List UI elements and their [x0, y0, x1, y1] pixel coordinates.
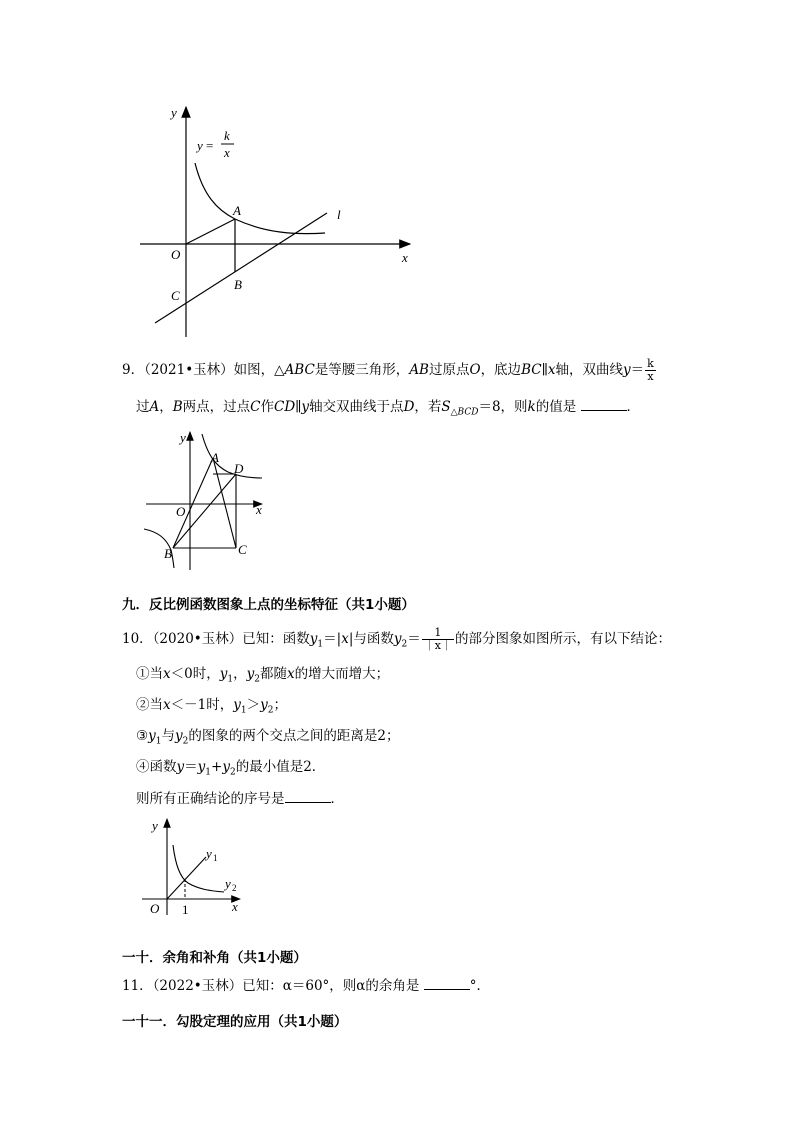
- math: x: [341, 631, 349, 647]
- subscript: 2: [254, 674, 260, 685]
- text: ＞: [246, 697, 261, 713]
- math: O: [469, 362, 481, 378]
- text: 两点，过点: [182, 399, 251, 415]
- section-9-heading: 九．反比例函数图象上点的坐标特征（共1小题）: [122, 597, 415, 613]
- math: y: [233, 697, 241, 713]
- text: 轴交双曲线于点: [309, 399, 404, 415]
- isosceles-triangle-figure: [138, 428, 273, 576]
- question-source: （2020•玉林）: [152, 631, 243, 647]
- conclusion-3: [136, 726, 399, 752]
- text: 已知：α＝60°，则α的余角是: [242, 978, 420, 994]
- math: S: [441, 399, 451, 415]
- numerator: k: [647, 357, 654, 370]
- text: ；: [273, 697, 287, 713]
- numerator: 1: [434, 626, 442, 639]
- question-11-line: [122, 976, 490, 996]
- text: ③: [136, 728, 149, 744]
- text: ．: [330, 791, 344, 807]
- text: °．: [469, 978, 490, 994]
- tick-1-label: 1: [182, 902, 189, 917]
- fraction-one-over-abs-x: [422, 627, 454, 652]
- text: |与函数: [348, 631, 394, 647]
- math: y: [301, 399, 310, 415]
- section-10-heading: 一十．余角和补角（共1小题）: [122, 950, 307, 966]
- subscript: 2: [267, 705, 274, 716]
- subscript: 1: [227, 674, 234, 685]
- subscript: 1: [317, 639, 324, 650]
- func-y: y: [197, 138, 203, 153]
- abs-function-figure: [140, 815, 250, 920]
- math: D: [403, 399, 415, 415]
- math: B: [172, 399, 183, 415]
- answer-blank[interactable]: [581, 398, 627, 411]
- question-number: 9．: [122, 362, 145, 378]
- hyperbola-curve: [195, 163, 325, 234]
- conclusion-2: [136, 695, 287, 721]
- y1-label: y: [206, 846, 212, 861]
- text: 过: [136, 399, 150, 415]
- text: 与: [161, 728, 175, 744]
- text: ④函数: [136, 759, 177, 775]
- subscript: 2: [182, 736, 189, 747]
- math: y: [393, 631, 402, 647]
- fraction-k-over-x: [645, 358, 656, 383]
- subscript: △BCD: [450, 407, 479, 418]
- text: ＝: [407, 631, 421, 647]
- math: C: [250, 399, 261, 415]
- math: AB: [409, 362, 429, 378]
- answer-blank[interactable]: [285, 790, 331, 803]
- text: ①当: [136, 666, 163, 682]
- math: y: [309, 631, 318, 647]
- y1-subscript: 1: [213, 853, 218, 863]
- math: y: [219, 666, 228, 682]
- text: ，若: [414, 399, 442, 415]
- math: k: [527, 399, 536, 415]
- math: y: [246, 666, 255, 682]
- origin-label: O: [150, 901, 160, 916]
- point-c-label: C: [171, 288, 180, 303]
- line-l-label: l: [337, 207, 341, 222]
- math: y: [176, 759, 185, 775]
- math: y: [197, 759, 206, 775]
- question-10-line-1: [122, 627, 671, 655]
- point-b-label: B: [164, 546, 172, 561]
- hyperbola-line-figure: [135, 95, 425, 345]
- text: ∥: [295, 399, 302, 415]
- denominator: x: [645, 370, 656, 383]
- math: A: [149, 399, 160, 415]
- text: 都随: [259, 666, 287, 682]
- text: 作: [260, 399, 275, 415]
- text: 则所有正确结论的序号是: [136, 791, 285, 807]
- text: ＝|: [323, 631, 342, 647]
- subscript: 2: [401, 639, 408, 650]
- segment-ab: [173, 458, 213, 548]
- text: ，底边: [480, 362, 522, 378]
- text: ＝8，则: [478, 399, 528, 415]
- question-source: （2021•玉林）: [144, 362, 234, 378]
- line-l: [155, 213, 327, 323]
- text: 的增大而增大；: [294, 666, 390, 682]
- subscript: 1: [240, 705, 247, 716]
- conclusion-1: [136, 664, 389, 690]
- func-x: x: [224, 145, 230, 160]
- math: y: [148, 728, 156, 744]
- math: x: [163, 666, 171, 682]
- question-9-line-1: [122, 358, 657, 383]
- question-number: 10．: [122, 631, 153, 647]
- x-axis-label: x: [232, 899, 238, 914]
- math: y: [622, 362, 631, 378]
- question-source: （2022•玉林）: [152, 978, 243, 994]
- origin-label: O: [171, 247, 181, 262]
- math: y: [222, 759, 230, 775]
- text: 如图，△: [233, 362, 285, 378]
- point-b-label: B: [234, 277, 242, 292]
- subscript: 1: [155, 736, 162, 747]
- point-c-label: C: [238, 542, 247, 557]
- x-axis-label: x: [256, 502, 262, 517]
- math: BC: [521, 362, 542, 378]
- text: 已知：函数: [242, 631, 310, 647]
- y1-graph: [167, 857, 206, 899]
- subscript: 1: [205, 767, 212, 778]
- text: ＝: [184, 759, 198, 775]
- point-a-label: A: [211, 450, 219, 465]
- conclusion-4: [136, 757, 325, 783]
- text: ②当: [136, 697, 163, 713]
- y-axis-label: y: [180, 430, 186, 445]
- func-k: k: [224, 128, 230, 143]
- point-a-label: A: [233, 203, 241, 218]
- question-9-line-2: [136, 397, 640, 423]
- segment-ac: [213, 458, 236, 548]
- math: ABC: [284, 362, 315, 378]
- y2-label: y: [225, 876, 231, 891]
- point-d-label: D: [234, 461, 244, 476]
- math: y: [260, 697, 268, 713]
- text: 的最小值是2．: [235, 759, 326, 775]
- text: ∥: [541, 362, 548, 378]
- x-axis-label: x: [402, 250, 408, 265]
- text: 过原点: [428, 362, 470, 378]
- text: 的图象的两个交点之间的距离是2；: [188, 728, 400, 744]
- denominator: ｜x｜: [423, 639, 452, 652]
- math: y: [174, 728, 183, 744]
- question-10-prompt: [136, 789, 344, 809]
- text: ．: [626, 399, 641, 415]
- func-eq: =: [206, 138, 214, 153]
- text: ，: [159, 399, 173, 415]
- answer-blank[interactable]: [424, 977, 470, 990]
- math: CD: [274, 399, 296, 415]
- text: ＝: [630, 362, 645, 378]
- subscript: 2: [229, 767, 236, 778]
- math: x: [547, 362, 556, 378]
- math: x: [163, 697, 171, 713]
- question-number: 11．: [122, 978, 153, 994]
- origin-label: O: [176, 504, 186, 519]
- y-axis-label: y: [152, 818, 158, 833]
- text: 是等腰三角形，: [314, 362, 410, 378]
- y2-subscript: 2: [232, 883, 237, 893]
- section-11-heading: 一十一．勾股定理的应用（共1小题）: [122, 1014, 348, 1030]
- segment-oa: [186, 219, 235, 244]
- text: ＜0时，: [170, 666, 220, 682]
- math: x: [286, 666, 295, 682]
- text: 的部分图象如图所示，有以下结论：: [454, 631, 671, 647]
- y-axis-label: y: [171, 105, 177, 120]
- text: ＜－1时，: [170, 697, 234, 713]
- text: 轴，双曲线: [555, 362, 623, 378]
- text: ，: [233, 666, 247, 682]
- text: 的值是: [535, 399, 577, 415]
- text: +: [211, 759, 223, 775]
